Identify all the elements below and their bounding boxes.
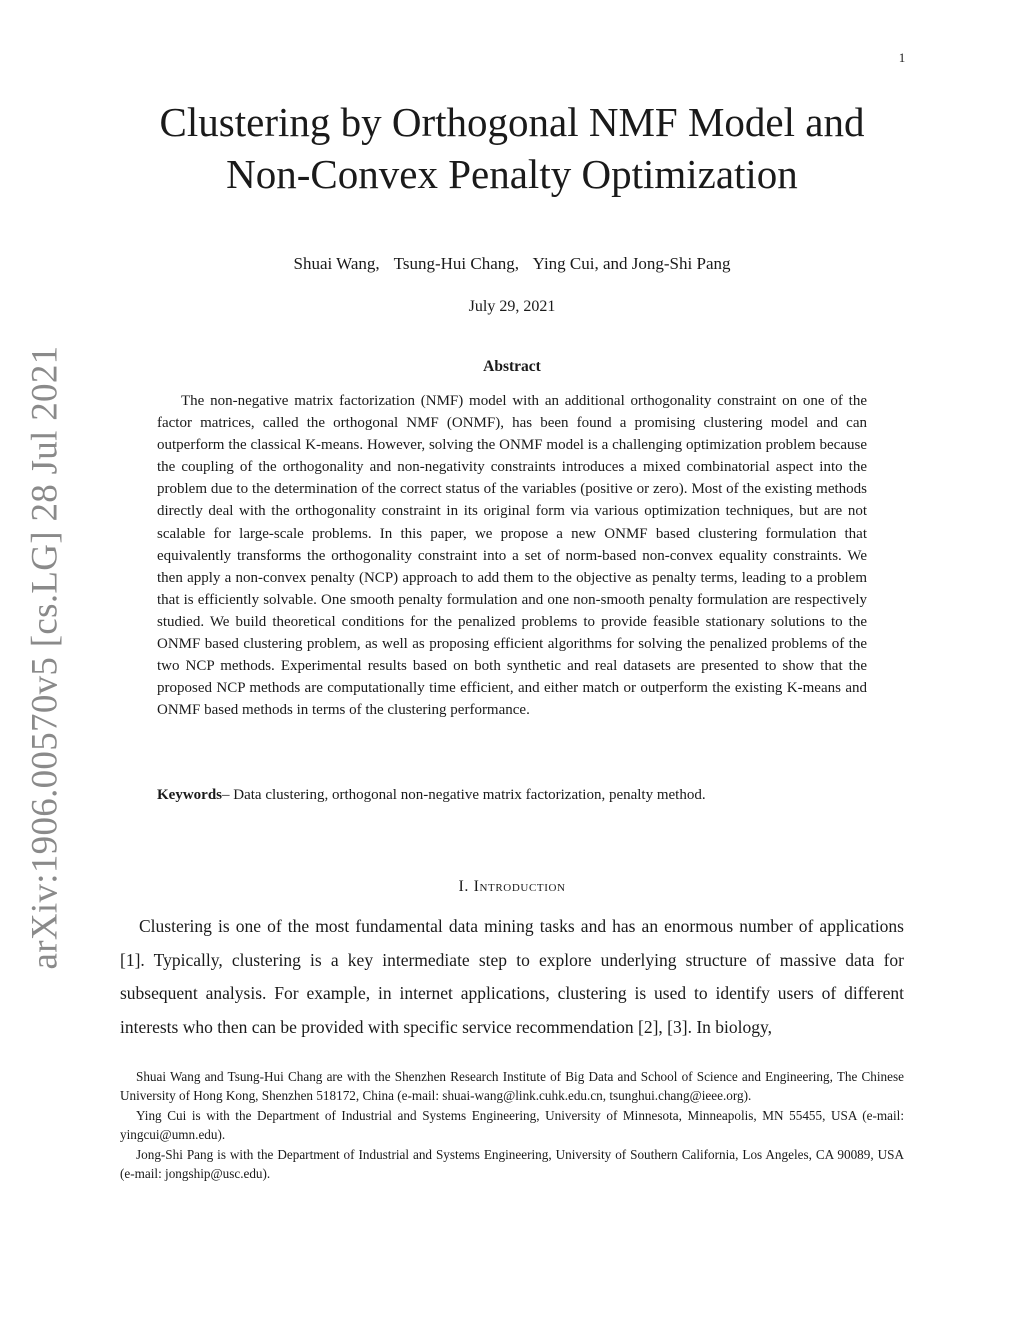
author-list: [100, 254, 924, 274]
keywords-dash: –: [222, 787, 230, 803]
introduction-paragraph: Clustering is one of the most fundamental data mining tasks and has an enormous number of applications [1]. Typically, clustering is a key intermediate step to explore underlying structure of massive data for subsequent analysis. For example, in internet applications, clustering is used to identify users of different interests who then can be provided with specific service recommendation [2], [3]. In biology,: [120, 916, 904, 1037]
title-line-1: Clustering by Orthogonal NMF Model and: [159, 99, 865, 145]
section-heading-introduction: [100, 878, 924, 896]
abstract-text: The non-negative matrix factorization (NMF) model with an additional orthogonality constraint on one of the factor matrices, called the orthogonal NMF (ONMF), has been found a promising clustering model and can outperform the classical K-means. However, solving the ONMF model is a challenging optimization problem because the coupling of the orthogonality and non-negativity constraints introduces a mixed combinatorial aspect into the problem due to the determination of the correct status of the variables (positive or zero). Most of the existing methods directly deal with the orthogonality constraint in its original form via various optimization techniques, but are not scalable for large-scale problems. In this paper, we propose a new ONMF based clustering formulation that equivalently transforms the orthogonality constraint into a set of norm-based non-convex equality constraints. We then apply a non-convex penalty (NCP) approach to add them to the objective as penalty terms, leading to a problem that is efficiently solvable. One smooth penalty formulation and one non-smooth penalty formulation are respectively studied. We build theoretical conditions for the penalized problems to provide feasible stationary solutions to the ONMF based clustering problem, as well as proposing efficient algorithms for solving the penalized problems of the two NCP methods. Experimental results based on both synthetic and real datasets are presented to show that the proposed NCP methods are computationally time efficient, and either match or outperform the existing K-means and ONMF based methods in terms of the clustering performance.: [157, 393, 867, 719]
arxiv-stamp: [20, 345, 70, 970]
footnote-2: Ying Cui is with the Department of Industrial and Systems Engineering, University of Minnesota, Minneapolis, MN 55455, USA (e-mail: yingcui@umn.edu).: [120, 1107, 904, 1143]
author-3-4: Ying Cui, and Jong-Shi Pang: [532, 254, 731, 273]
author-1: Shuai Wang,: [293, 254, 380, 273]
keywords-text: Data clustering, orthogonal non-negative matrix factorization, penalty method.: [233, 787, 706, 803]
section-title: Introduction: [473, 878, 566, 895]
paper-title: [100, 96, 924, 200]
footnote-1: Shuai Wang and Tsung-Hui Chang are with the Shenzhen Research Institute of Big Data and School of Science and Engineering, The Chinese University of Hong Kong, Shenzhen 518172, China (e-mail: shuai-wang@link.cuhk.edu.cn, tsunghui.chang@ieee.org).: [120, 1069, 904, 1104]
section-number: I.: [458, 878, 469, 895]
keywords-label: Keywords: [157, 787, 222, 803]
author-footnotes: [120, 1067, 904, 1183]
author-2: Tsung-Hui Chang,: [393, 254, 519, 273]
footnote-3: Jong-Shi Pang is with the Department of Industrial and Systems Engineering, University of Southern California, Los Angeles, CA 90089, USA (e-mail: jongship@usc.edu).: [120, 1146, 904, 1182]
abstract-heading: Abstract: [483, 358, 541, 375]
keywords: [157, 787, 867, 804]
title-line-2: Non-Convex Penalty Optimization: [226, 151, 798, 197]
paper-date: July 29, 2021: [468, 298, 556, 315]
page-number: 1: [898, 50, 906, 65]
arxiv-stamp-text: arXiv:1906.00570v5 [cs.LG] 28 Jul 2021: [24, 345, 66, 970]
